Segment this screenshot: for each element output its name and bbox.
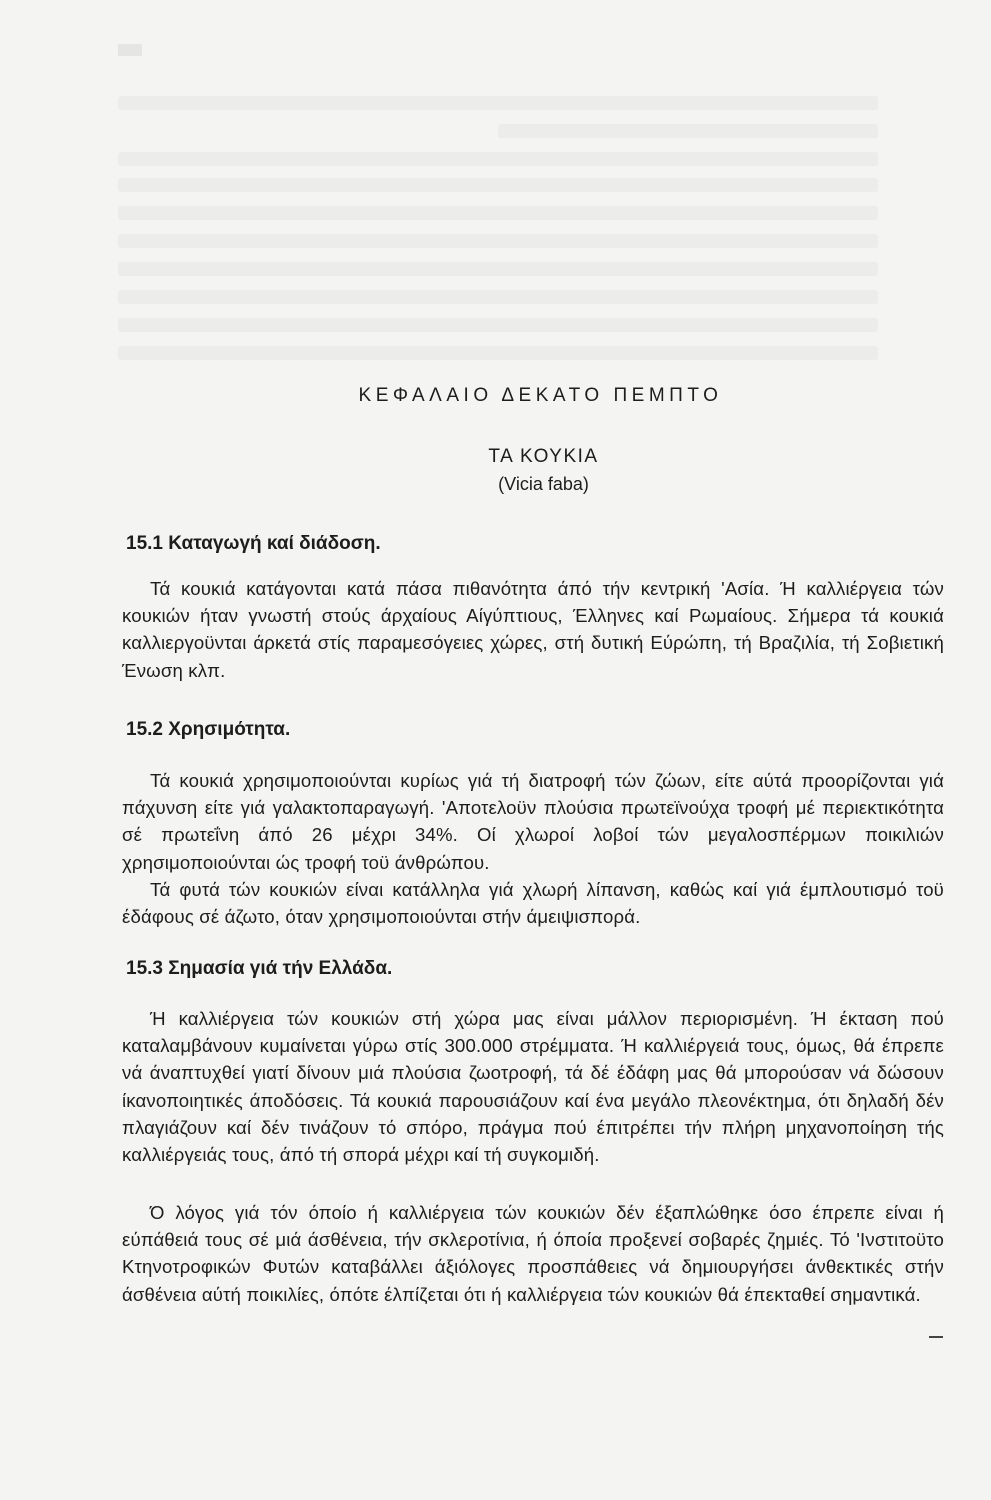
bleed-through-line bbox=[118, 262, 878, 276]
bleed-through-line bbox=[118, 318, 878, 332]
bleed-through-line bbox=[118, 206, 878, 220]
section-15-3-paragraph: Ή καλλιέργεια τών κουκιών στή χώρα μας είναι μάλλον περιορισμένη. Ή έκταση πού καταλαμβάνουν κυμαίνεται γύρω στίς 300.000 στρέμματα. Ή καλλιέργειά τους, όμως, θά έπρεπε νά άναπτυχθεί γιατί δίνουν μιά πλούσια ζωοτροφή, τά δέ έδάφη μας θά μπορούσαν νά δώσουν ίκανοποιητικές άποδόσεις. Τά κουκιά παρουσιάζουν καί ένα μεγάλο πλεονέκτημα, ότι δηλαδή δέν πλαγιάζουν καί δέν τινάζουν τό σπόρο, πράγμα πού έπιτρέπει τήν πλήρη μηχανοποίηση τής καλλιέργειάς τους, άπό τή σπορά μέχρι καί τή συγκομιδή. bbox=[122, 1008, 944, 1166]
bleed-through-line bbox=[118, 346, 878, 360]
bleed-through-line bbox=[118, 290, 878, 304]
bleed-through-line bbox=[118, 178, 878, 192]
bleed-through-page-number bbox=[118, 44, 142, 56]
bleed-through-line bbox=[498, 124, 878, 138]
crop-name: ΤΑ ΚΟΥΚΙΑ bbox=[488, 446, 599, 467]
section-15-3-paragraph: Ό λόγος γιά τόν όποίο ή καλλιέργεια τών κουκιών δέν έξαπλώθηκε όσο έπρεπε είναι ή εύπάθειά τους σέ μιά άσθένεια, τήν σκλεροτίνια, ή όποία προξενεί σοβαρές ζημιές. Τό 'Ινστιτοϋτο Κτηνοτροφικών Φυτών καταβάλλει άξιόλογες προσπάθειες νά δημιουργήσει άνθεκτικές στήν άσθένεια αύτή ποικιλίες, όπότε έλπίζεται ότι ή καλλιέργεια τών κουκιών θά έπεκταθεί σημαντικά. bbox=[122, 1202, 944, 1305]
section-heading-15-1: 15.1 Καταγωγή καί διάδοση. bbox=[126, 533, 381, 554]
crop-latin-name: (Vicia faba) bbox=[498, 474, 589, 494]
bleed-through-line bbox=[118, 96, 878, 110]
bleed-through-line bbox=[118, 152, 878, 166]
section-15-2-paragraph: Τά κουκιά χρησιμοποιούνται κυρίως γιά τή διατροφή τών ζώων, είτε αύτά προορίζονται γιά πάχυνση είτε γιά γαλακτοπαραγωγή. 'Αποτελοϋν πλούσια πρωτεϊνούχα τροφή μέ περιεκτικότητα σέ πρωτεΐνη άπό 26 μέχρι 34%. Οί χλωροί λοβοί τών μεγαλοσπέρμων ποικιλιών χρησιμοποιούνται ώς τροφή τοϋ άνθρώπου. bbox=[122, 770, 944, 873]
bleed-through-line bbox=[118, 234, 878, 248]
section-15-2-paragraph: Τά φυτά τών κουκιών είναι κατάλληλα γιά χλωρή λίπανση, καθώς καί γιά έμπλουτισμό τοϋ έδάφους σέ άζωτο, όταν χρησιμοποιούνται στήν άμειψισπορά. bbox=[122, 879, 944, 928]
margin-mark bbox=[929, 1336, 943, 1338]
section-15-1-paragraph: Τά κουκιά κατάγονται κατά πάσα πιθανότητα άπό τήν κεντρική 'Ασία. Ή καλλιέργεια τών κουκιών ήταν γνωστή στούς άρχαίους Αίγύπτιους, Έλληνες καί Ρωμαίους. Σήμερα τά κουκιά καλλιεργοϋνται άρκετά στίς παραμεσόγειες χώρες, στή δυτική Εύρώπη, τή Βραζιλία, τή Σοβιετική Ένωση κλπ. bbox=[122, 578, 944, 681]
section-heading-15-3: 15.3 Σημασία γιά τήν Ελλάδα. bbox=[126, 958, 393, 979]
section-heading-15-2: 15.2 Χρησιμότητα. bbox=[126, 719, 291, 740]
chapter-heading: ΚΕΦΑΛΑΙΟ ΔΕΚΑΤΟ ΠΕΜΠΤΟ bbox=[358, 385, 723, 406]
